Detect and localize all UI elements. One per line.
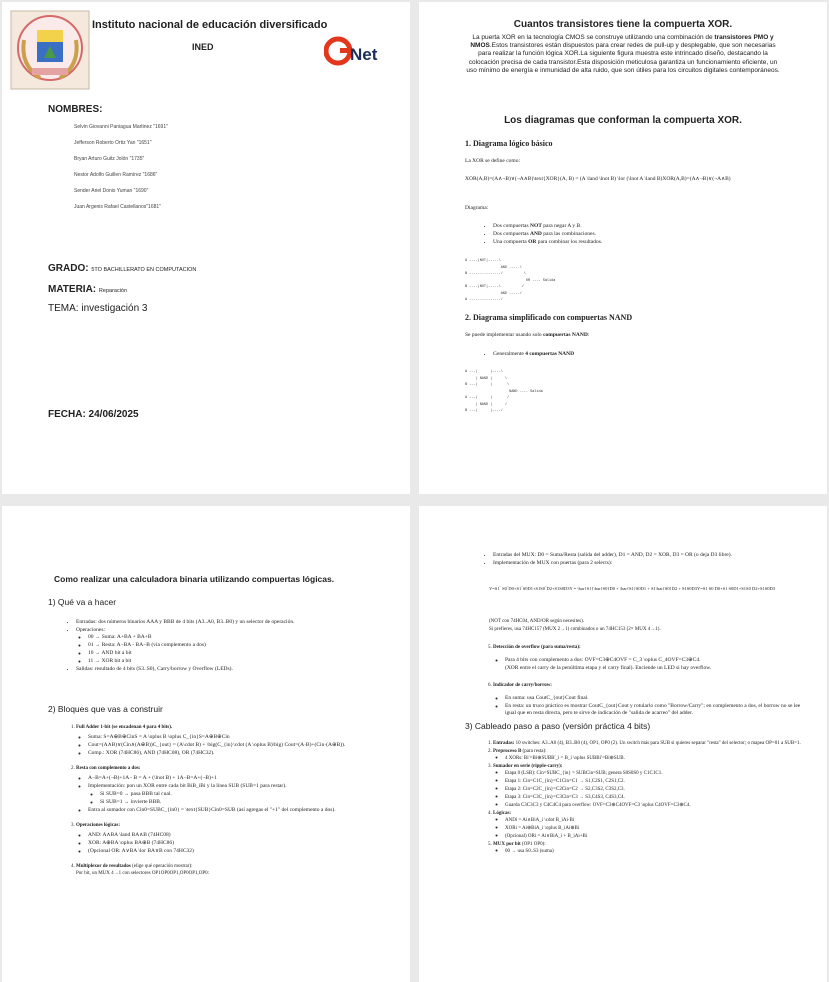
page-calculator-2	[419, 506, 827, 982]
paragraph: Por bit, un MUX 4→1 con selectores OP1OP0OP1,OP0OP1,OP0:	[76, 871, 210, 876]
list-item: • Operaciones: ◦ 00 → Suma: A+BA + BA+B ◦ 01 → Resta: A−BA - BA−B (vía complemento a dos) ◦ 10 → AND bit a bit ◦ 11 → XOR bit a bit	[76, 627, 364, 665]
list-item: 1. Entradas: 10 switches: A3..A0 (4), B3..B0 (4), OP1, OP0 (2). Un switch más para SUB si quieres separar "resta" del selector; o mapea OP=01 a SUB=1.	[493, 740, 805, 747]
page-title: Cuantos transistores tiene la compuerta XOR.	[513, 19, 733, 30]
list-item: ◦ ANDi = Ai∧BiA_i \cdot B_iAi·Bi	[505, 817, 805, 824]
intro-paragraph	[463, 34, 783, 75]
diagrams-title: Los diagramas que conforman la compuerta XOR.	[504, 115, 742, 126]
list-item: ◦ Si SUB=0 → pasa BBB tal cual.	[100, 791, 362, 798]
gnet-logo	[324, 32, 399, 68]
list-item: ◦ 00 → Suma: A+BA + BA+B	[88, 634, 364, 641]
bullet-list	[481, 552, 801, 568]
page-title: Como realizar una calculadora binaria utilizando compuertas lógicas.	[54, 574, 335, 584]
materia-value: Reparación	[98, 288, 128, 294]
list-item: • Salidas: resultado de 4 bits (S3..S0), Carry/borrow y Overflow (LEDs).	[76, 666, 364, 673]
list-item: ◦ 01 → Resta: A−BA - BA−B (vía complemento a dos)	[88, 642, 364, 649]
list-item: ◦ Cout=(A∧B)∨(Cin∧(A⊕B))C_{out} = (A\cdot B) + \big(C_{in}\cdot (A \oplus B)\big) Cout=(A·B)+(Cin·(A⊕B)).	[88, 742, 362, 749]
list-item: ◦ En suma: usa CoutC_{out}Cout final.	[505, 695, 805, 702]
list-item: • Generalmente 4 compuertas NAND	[493, 351, 574, 358]
section-heading: 2) Bloques que vas a construir	[48, 704, 163, 714]
materia-label: MATERIA:	[48, 284, 97, 295]
paragraph: La XOR se define como:	[465, 158, 520, 164]
list-item: 6. Indicador de carry/borrow: ◦ En suma: usa CoutC_{out}Cout final. ◦ En resta: un truco práctico es mostrar CoutC_{out}Cout y rotularlo como "Borrow/Carry"; en complemento a dos, el borrow no se lee igual que en resta directa, pero te sirve de indicación de "salida de acarreo" del adder.	[493, 682, 805, 717]
school-crest-logo	[10, 10, 90, 90]
list-item: ◦ A−B=A+(¬B)+1A - B = A + (\lnot B) + 1A−B=A+(¬B)+1	[88, 775, 362, 782]
list-item: ◦ (Opcional OR: A∨BA \lor BA∨B con 74HC32)	[88, 848, 362, 855]
bullet-list	[64, 619, 364, 674]
list-item: 5. MUX por bit (OP1 OP0): ◦ 00 → usa S0..S3 (suma)	[493, 841, 805, 855]
list-item: ◦ Etapa 0 (LSB): Cin=SUBC_{in} = SUBCin=SUB; genera S0S0S0 y C1C1C1.	[505, 770, 805, 777]
grado-label: GRADO:	[48, 263, 89, 274]
intro-text: La puerta XOR en la tecnología CMOS se construye utilizando una combinación de	[472, 34, 715, 41]
list-item: ◦ Si SUB=1 → invierte BBB.	[100, 799, 362, 806]
list-item: ◦ Etapa 3: Cin=C3C_{in}=C3Cin=C3 → S3,C4S3, C4S3,C4.	[505, 794, 805, 801]
list-item: ◦ (Opcional) ORi = Ai∨BiA_i + B_iAi+Bi	[505, 833, 805, 840]
list-item: • Una compuerta OR para combinar los resultados.	[493, 239, 801, 246]
bullet-list	[481, 223, 801, 247]
grado-value: 5TO BACHILLERATO EN COMPUTACION	[91, 267, 197, 273]
paragraph: Si prefieres, usa 74HC157 (MUX 2→1) combinados o un 74HC153 (2× MUX 4→1).	[489, 627, 661, 632]
list-item: • Entradas: dos números binarios AAA y BBB de 4 bits (A3..A0, B3..B0) y un selector de operación.	[76, 619, 364, 626]
student-name: Selvin Giovanni Paniagua Martinez "1691"	[74, 124, 168, 130]
list-item: ◦ Implementación: pon un XOR entre cada bit BiB_iBi y la línea SUB (SUB=1 para restar).	[88, 783, 362, 790]
page-xor-transistors	[419, 2, 827, 494]
list-item: ◦ 10 → AND bit a bit	[88, 650, 364, 657]
grado-line	[48, 263, 196, 274]
list-item: 4. Multiplexor de resultados (elige qué operación mostrar): Por bit, un MUX 4→1 con selectores OP1OP0OP1,OP0OP1,OP0:	[76, 863, 362, 877]
student-name: Sender Ariel Donis Yuman "1690"	[74, 188, 149, 194]
list-item: ◦ Guarda C3C3C3 y C4C4C4 para overflow: OVF=C3⊕C4OVF=C3 \oplus C4OVF=C3⊕C4.	[505, 802, 805, 809]
student-name: Juan Argenis Rafael Castellanos"1681"	[74, 204, 161, 210]
list-item: 5. Detección de overflow (para suma/resta): ◦ Para 4 bits con complemento a dos: OVF=C3⊕C4OVF = C_3 \oplus C_4OVF=C3⊕C4. (XOR entre el carry de la penúltima etapa y el carry final). Enciende un LED si hay overflow.	[493, 644, 805, 672]
student-name: Bryan Arturo Guitz Jolón "1735"	[74, 156, 145, 162]
page-calculator-1	[2, 506, 410, 982]
mux-formula: Y=S1‾ S0‾D0+S1‾S0D1+S1S0‾D2+S1S0D3Y = \bar{S1}\bar{S0}D0 + \bar{S1}S0D1 + S1\bar{S0}D2 + S1S0D3Y=S1 S0 D0+S1 S0D1+S1S0 D2+S1S0D3	[489, 586, 775, 591]
list-item: 2. Preproceso B (para resta): ◦ 4 XORs: Bi′=Bi⊕SUBB'_i = B_i \oplus SUBBi′=Bi⊕SUB.	[493, 748, 805, 762]
intro-text: .Estos transistores están dispuestos para crear redes de pull-up y desplegable, que son necesarias para realizar la función lógica XOR.La siguiente figura muestra este intrincado diseño, destacando la colocación precisa de cada transistor.Esta disposición meticulosa garantiza un funcionamiento eficiente, un uso mínimo de energía e inmunidad de alta ruido, que son útiles para los circuitos digitales contemporáneos.	[466, 42, 780, 74]
numbered-list	[479, 644, 805, 718]
names-heading: NOMBRES:	[48, 104, 103, 115]
list-item: • Dos compuertas NOT para negar A y B.	[493, 223, 801, 230]
nand-ascii-diagram: A ---| |----\ | NAND | \ B ---| | \ NAND ---- Salida A ---| | / | NAND | / B ---| |----/	[465, 370, 543, 413]
list-item: (XOR entre el carry de la penúltima etapa y el carry final). Enciende un LED si hay overflow.	[505, 665, 712, 671]
paragraph: Se puede implementar usando solo compuertas NAND:	[465, 332, 590, 338]
list-item: ◦ Entra al sumador con Cin0=SUBC_{in0} = \text{SUB}Cin0=SUB (así agregas el "+1" del complemento a dos).	[88, 807, 362, 814]
list-item: • Dos compuertas AND para las combinaciones.	[493, 231, 801, 238]
page-cover	[2, 2, 410, 494]
student-name: Jefferson Roberto Ortiz Yan "1651"	[74, 140, 152, 146]
section-heading: 1. Diagrama lógico básico	[465, 139, 553, 148]
numbered-list	[479, 740, 805, 856]
student-list	[74, 124, 168, 220]
list-item: ◦ En resta: un truco práctico es mostrar CoutC_{out}Cout y rotularlo como "Borrow/Carry"; en complemento a dos, el borrow no se lee igual que en resta directa, pero te sirve de indicación de "salida de acarreo" del adder.	[505, 703, 805, 717]
list-item: 2. Resta con complemento a dos: ◦ A−B=A+(¬B)+1A - B = A + (\lnot B) + 1A−B=A+(¬B)+1 ◦ Implementación: pon un XOR entre cada bit BiB_iBi y la línea SUB (SUB=1 para restar). ◦ Si SUB=0 → pasa BBB tal cual. ◦ Si SUB=1 → invierte BBB. ◦ Entra al sumador con Cin0=SUBC_{in0} = \text{SUB}Cin0=SUB (así agregas el "+1" del complemento a dos).	[76, 765, 362, 814]
list-item: 3. Sumador en serie (ripple-carry): ◦ Etapa 0 (LSB): Cin=SUBC_{in} = SUBCin=SUB; genera S0S0S0 y C1C1C1. ◦ Etapa 1: Cin=C1C_{in}=C1Cin=C1 → S1,C2S1, C2S1,C2. ◦ Etapa 2: Cin=C2C_{in}=C2Cin=C2 → S2,C3S2, C3S2,C3. ◦ Etapa 3: Cin=C3C_{in}=C3Cin=C3 → S3,C4S3, C4S3,C4. ◦ Guarda C3C3C3 y C4C4C4 para overflow: OVF=C3⊕C4OVF=C3 \oplus C4OVF=C3⊕C4.	[493, 763, 805, 809]
list-item: 3. Operaciones lógicas: ◦ AND: A∧BA \land BA∧B (74HC08) ◦ XOR: A⊕BA \oplus BA⊕B (74HC86) ◦ (Opcional OR: A∨BA \lor BA∨B con 74HC32)	[76, 822, 362, 855]
list-item: ◦ Comp.: XOR (74HC86), AND (74HC08), OR (74HC32).	[88, 750, 362, 757]
materia-line	[48, 284, 127, 295]
section-heading: 3) Cableado paso a paso (versión práctica 4 bits)	[465, 721, 651, 731]
tema-line	[48, 303, 148, 314]
list-item: ◦ 11 → XOR bit a bit	[88, 658, 364, 665]
list-item: ◦ 00 → usa S0..S3 (suma)	[505, 848, 805, 855]
institution-name: Instituto nacional de educación diversificado	[92, 19, 328, 31]
list-item: • Entradas del MUX: D0 = Suma/Resta (salida del adder), D1 = AND, D2 = XOR, D3 = OR (o deja D3 libre).	[493, 552, 801, 559]
list-item: ◦ XOR: A⊕BA \oplus BA⊕B (74HC86)	[88, 840, 362, 847]
tema-value: investigación 3	[81, 303, 148, 314]
section-heading: 1) Qué va a hacer	[48, 597, 117, 607]
list-item: ◦ Etapa 2: Cin=C2C_{in}=C2Cin=C2 → S2,C3S2, C3S2,C3.	[505, 786, 805, 793]
list-item: 4. Lógicas: ◦ ANDi = Ai∧BiA_i \cdot B_iAi·Bi ◦ XORi = Ai⊕BiA_i \oplus B_iAi⊕Bi ◦ (Opcional) ORi = Ai∨BiA_i + B_iAi+Bi	[493, 810, 805, 840]
tema-label: TEMA:	[48, 303, 79, 314]
date-line: FECHA: 24/06/2025	[48, 409, 139, 420]
school-short-name: INED	[192, 42, 214, 52]
list-item: ◦ XORi = Ai⊕BiA_i \oplus B_iAi⊕Bi	[505, 825, 805, 832]
xor-ascii-diagram: A ----|NOT|-----\ AND -----\ B ---------------/ \ OR ---- Salida B ----|NOT|-----\ / AND -----/ A ---------------/	[465, 259, 556, 302]
paragraph: Diagrama:	[465, 205, 489, 211]
bullet-list	[481, 351, 574, 359]
list-item: ◦ Suma: S=A⊕B⊕CinS = A \oplus B \oplus C_{in}S=A⊕B⊕Cin	[88, 734, 362, 741]
section-heading: 2. Diagrama simplificado con compuertas NAND	[465, 313, 633, 322]
list-item: ◦ 4 XORs: Bi′=Bi⊕SUBB'_i = B_i \oplus SUBBi′=Bi⊕SUB.	[505, 755, 805, 762]
list-item: ◦ AND: A∧BA \land BA∧B (74HC08)	[88, 832, 362, 839]
list-item: ◦ Para 4 bits con complemento a dos: OVF=C3⊕C4OVF = C_3 \oplus C_4OVF=C3⊕C4.	[505, 657, 805, 664]
intro-bold: transistores PMO y NMOS	[470, 34, 774, 50]
numbered-list	[62, 724, 362, 878]
student-name: Nestor Adolfo Guillen Ramírez "1686"	[74, 172, 158, 178]
list-item: ◦ Etapa 1: Cin=C1C_{in}=C1Cin=C1 → S1,C2S1, C2S1,C2.	[505, 778, 805, 785]
paragraph: (NOT con 74HC04, AND/OR según necesites).	[489, 619, 585, 624]
xor-formula: XOR(A,B)=(A∧¬B)∨(¬A∧B)\text{XOR}(A, B) = (A \land \lnot B) \lor (\lnot A \land B)XOR(A,B)=(A∧¬B)∨(¬A∧B)	[465, 176, 731, 182]
svg-text:Net: Net	[350, 45, 378, 64]
list-item: • Implementación de MUX con puertas (para 2 selects):	[493, 560, 801, 567]
list-item: 1. Full Adder 1-bit (se encadenan 4 para 4 bits). ◦ Suma: S=A⊕B⊕CinS = A \oplus B \oplus C_{in}S=A⊕B⊕Cin ◦ Cout=(A∧B)∨(Cin∧(A⊕B))C_{out} = (A\cdot B) + \big(C_{in}\cdot (A \oplus B)\big) Cout=(A·B)+(Cin·(A⊕B)). ◦ Comp.: XOR (74HC86), AND (74HC08), OR (74HC32).	[76, 724, 362, 757]
